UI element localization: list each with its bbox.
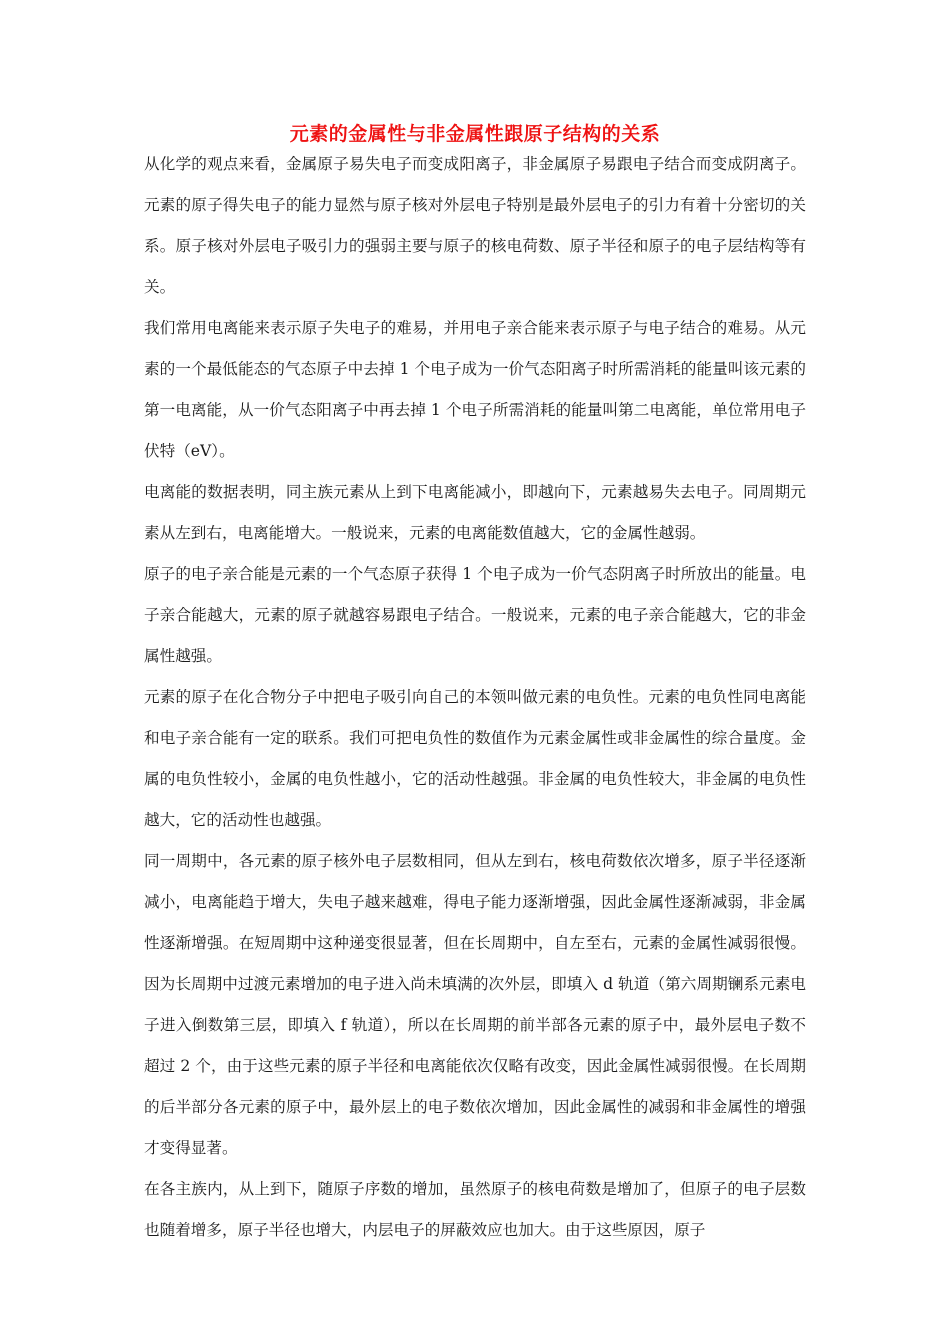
paragraph-2: 我们常用电离能来表示原子失电子的难易，并用电子亲合能来表示原子与电子结合的难易。从元素的一个最低能态的气态原子中去掉 1 个电子成为一价气态阳离子时所需消耗的能量叫该元素的第一电离能，从一价气态阳离子中再去掉 1 个电子所需消耗的能量叫第二电离能，单位常用电子伏特（eV）。 [144, 319, 806, 460]
paragraph-1: 从化学的观点来看，金属原子易失电子而变成阳离子，非金属原子易跟电子结合而变成阴离子。元素的原子得失电子的能力显然与原子核对外层电子特别是最外层电子的引力有着十分密切的关系。原子核对外层电子吸引力的强弱主要与原子的核电荷数、原子半径和原子的电子层结构等有关。 [144, 155, 806, 296]
paragraph-6: 同一周期中，各元素的原子核外电子层数相同，但从左到右，核电荷数依次增多，原子半径逐渐减小，电离能趋于增大，失电子越来越难，得电子能力逐渐增强，因此金属性逐渐减弱，非金属性逐渐增强。在短周期中这种递变很显著，但在长周期中，自左至右，元素的金属性减弱很慢。因为长周期中过渡元素增加的电子进入尚未填满的次外层，即填入 d 轨道（第六周期镧系元素电子进入倒数第三层，即填入 f 轨道），所以在长周期的前半部各元素的原子中，最外层电子数不超过 2 个，由于这些元素的原子半径和电离能依次仅略有改变，因此金属性减弱很慢。在长周期的后半部分各元素的原子中，最外层上的电子数依次增加，因此金属性的减弱和非金属性的增强才变得显著。 [144, 852, 806, 1157]
paragraph-4: 原子的电子亲合能是元素的一个气态原子获得 1 个电子成为一价气态阴离子时所放出的能量。电子亲合能越大，元素的原子就越容易跟电子结合。一般说来，元素的电子亲合能越大，它的非金属性越强。 [144, 565, 806, 665]
document-body [144, 144, 806, 1251]
document-title: 元素的金属性与非金属性跟原子结构的关系 [289, 123, 661, 145]
paragraph-5: 元素的原子在化合物分子中把电子吸引向自己的本领叫做元素的电负性。元素的电负性同电离能和电子亲合能有一定的联系。我们可把电负性的数值作为元素金属性或非金属性的综合量度。金属的电负性较小，金属的电负性越小，它的活动性越强。非金属的电负性较大，非金属的电负性越大，它的活动性也越强。 [144, 688, 806, 829]
paragraph-7: 在各主族内，从上到下，随原子序数的增加，虽然原子的核电荷数是增加了，但原子的电子层数也随着增多，原子半径也增大，内层电子的屏蔽效应也加大。由于这些原因，原子 [144, 1180, 806, 1239]
paragraph-3: 电离能的数据表明，同主族元素从上到下电离能减小，即越向下，元素越易失去电子。同周期元素从左到右，电离能增大。一般说来，元素的电离能数值越大，它的金属性越弱。 [144, 483, 806, 542]
